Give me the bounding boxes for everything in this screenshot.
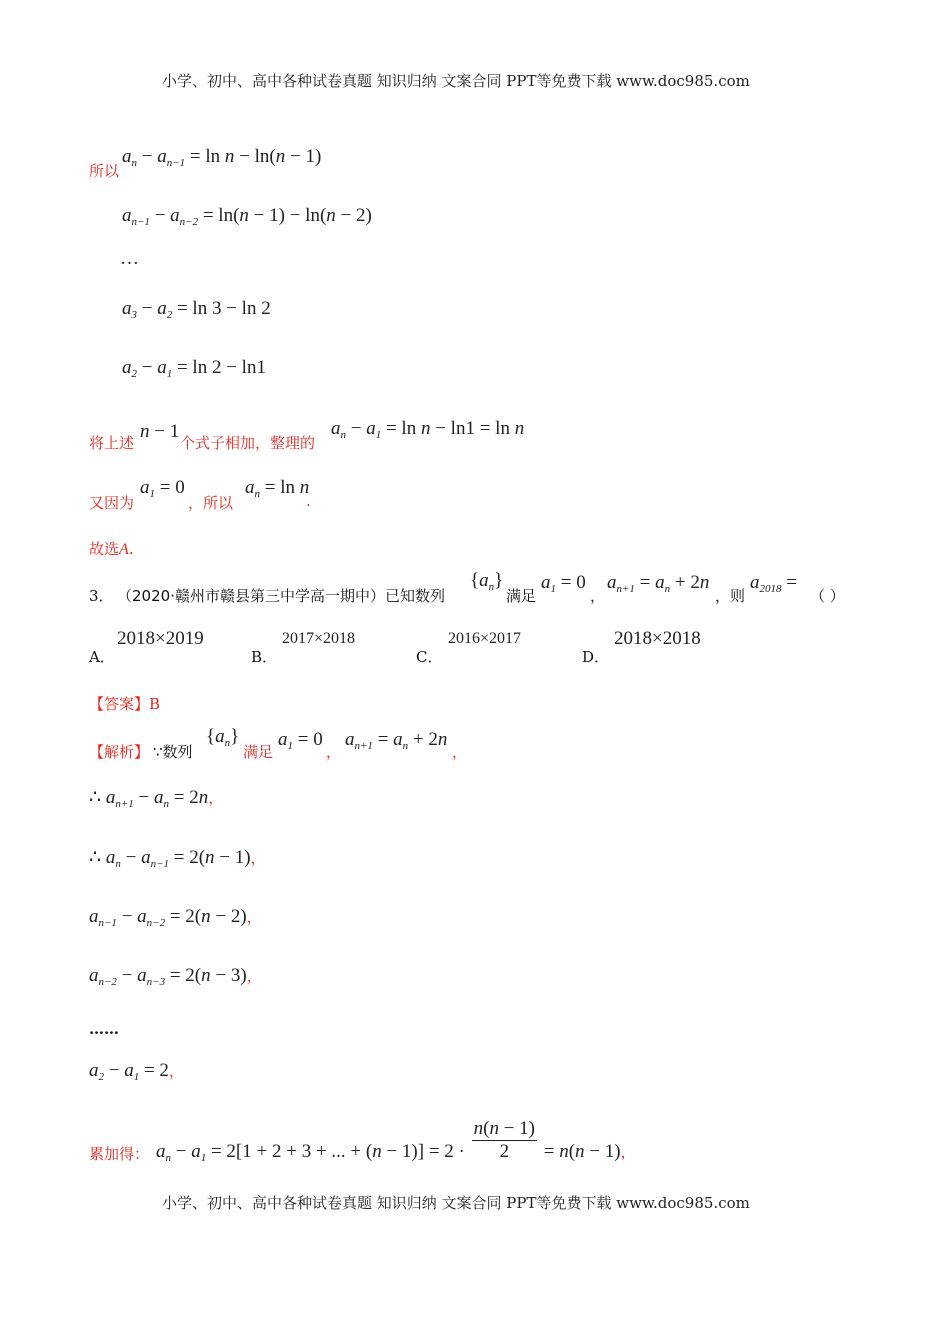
eq-n-minus-1: n − 1 — [140, 421, 180, 442]
option-d-label: D． — [582, 648, 610, 666]
analysis-seq: $\{a_n\}$ — [206, 726, 240, 749]
since-label: 又因为 — [89, 494, 135, 512]
because-text: ∵数列 — [153, 743, 193, 761]
analysis-sep: ， — [326, 743, 342, 761]
option-c-label: C． — [416, 648, 443, 666]
answer-line — [89, 693, 160, 714]
page-header: 小学、初中、高中各种试卷真题 知识归纳 文案合同 PPT等免费下载 www.doc985.com — [162, 72, 750, 90]
answer-value: B — [149, 695, 161, 713]
eq-a2-a1-ln: $a_2 - a_1 = \ln 2 - \ln 1$ — [122, 357, 266, 380]
eq-a2-a1: $a_2 - a_1 = 2$， — [89, 1060, 184, 1083]
q3-source: （2020·赣州市赣县第三中学高一期中）已知数列 — [117, 587, 445, 605]
page-footer: 小学、初中、高中各种试卷真题 知识归纳 文案合同 PPT等免费下载 www.doc985.com — [162, 1194, 750, 1212]
eq-a1-zero: $a_1 = 0$ — [140, 477, 185, 500]
q3-a1: $a_1 = 0$ — [541, 572, 586, 595]
ellipsis: … — [120, 248, 139, 269]
q3-then: ，则 — [715, 587, 746, 605]
q3-comma: ， — [590, 587, 606, 605]
option-c-value: 2016×2017 — [448, 630, 522, 647]
comma-3: ， — [246, 908, 262, 926]
answer-tag: 【答案】 — [89, 695, 150, 713]
q3-number: 3． — [89, 587, 114, 605]
comma-6: ， — [620, 1142, 636, 1161]
q3-recurrence: $a_{n+1} = a_n + 2n$ — [607, 572, 710, 595]
analysis-recurrence: $a_{n+1} = a_n + 2n$ — [345, 729, 448, 752]
period: . — [306, 492, 311, 510]
analysis-satisfy: 满足 — [243, 743, 274, 761]
q3-a2018: $a_{2018}$ = — [750, 572, 797, 595]
analysis-comma: ， — [452, 743, 468, 761]
comma-5: ， — [168, 1062, 184, 1080]
eq-diff-n3: $a_{n-2} - a_{n-3} = 2(n - 3)$， — [89, 965, 262, 988]
eq-sum: $a_n - a_1 = 2[1 + 2 + 3$ + ... + (n − 1)] = 2 · $\frac{n(n - 1)}{2}$ = n(n − 1)， — [156, 1118, 636, 1164]
q3-paren: （ ） — [810, 587, 845, 605]
q3-satisfy: 满足 — [506, 587, 537, 605]
option-b-label: B． — [251, 648, 278, 666]
add-label: 将上述 — [89, 434, 135, 452]
so-label-2: ，所以 — [188, 494, 234, 512]
eq-a3-a2: $a_3 - a_2 = \ln 3 - \ln 2$ — [122, 298, 271, 321]
option-a-label: A． — [89, 648, 115, 666]
comma-1: ， — [208, 789, 224, 807]
option-d-value: 2018×2018 — [614, 628, 701, 649]
eq-diff-n1: ∴ $a_n - a_{n-1} = 2(n - 1)$， — [89, 847, 266, 870]
choice-line: 故选A. — [89, 539, 134, 558]
eq-an-a1-ln: $a_n - a_1 = \ln n - \ln 1 = \ln n$ — [331, 418, 525, 441]
analysis-a1: $a_1 = 0$ — [278, 729, 323, 752]
analysis-tag: 【解析】 — [89, 743, 150, 761]
eq-an-an1: $a_n - a_{n-1} = \ln n - \ln(n - 1)$ — [122, 146, 322, 169]
eq-an-ln: $a_n = \ln n$ — [245, 477, 310, 500]
comma-4: ， — [246, 967, 262, 985]
option-a-value: 2018×2019 — [117, 628, 204, 649]
sum-label: 累加得： — [89, 1145, 150, 1163]
eq-diff-2n: ∴ $a_{n+1} - a_n = 2n$， — [89, 787, 224, 810]
add-mid: 个式子相加，整理的 — [180, 434, 316, 452]
option-b-value: 2017×2018 — [282, 630, 356, 647]
dots: …… — [89, 1020, 119, 1038]
so-label: 所以 — [89, 162, 120, 180]
choice-text: 故选 — [89, 540, 120, 558]
eq-an1-an2: $a_{n-1} - a_{n-2} = \ln(n - 1) - \ln(n - 2)$ — [122, 205, 372, 228]
seq-an: $\{a_n\}$ — [470, 570, 504, 593]
comma-2: ， — [250, 849, 266, 867]
analysis-because — [153, 741, 193, 762]
eq-diff-n2: $a_{n-1} - a_{n-2} = 2(n - 2)$， — [89, 906, 262, 929]
